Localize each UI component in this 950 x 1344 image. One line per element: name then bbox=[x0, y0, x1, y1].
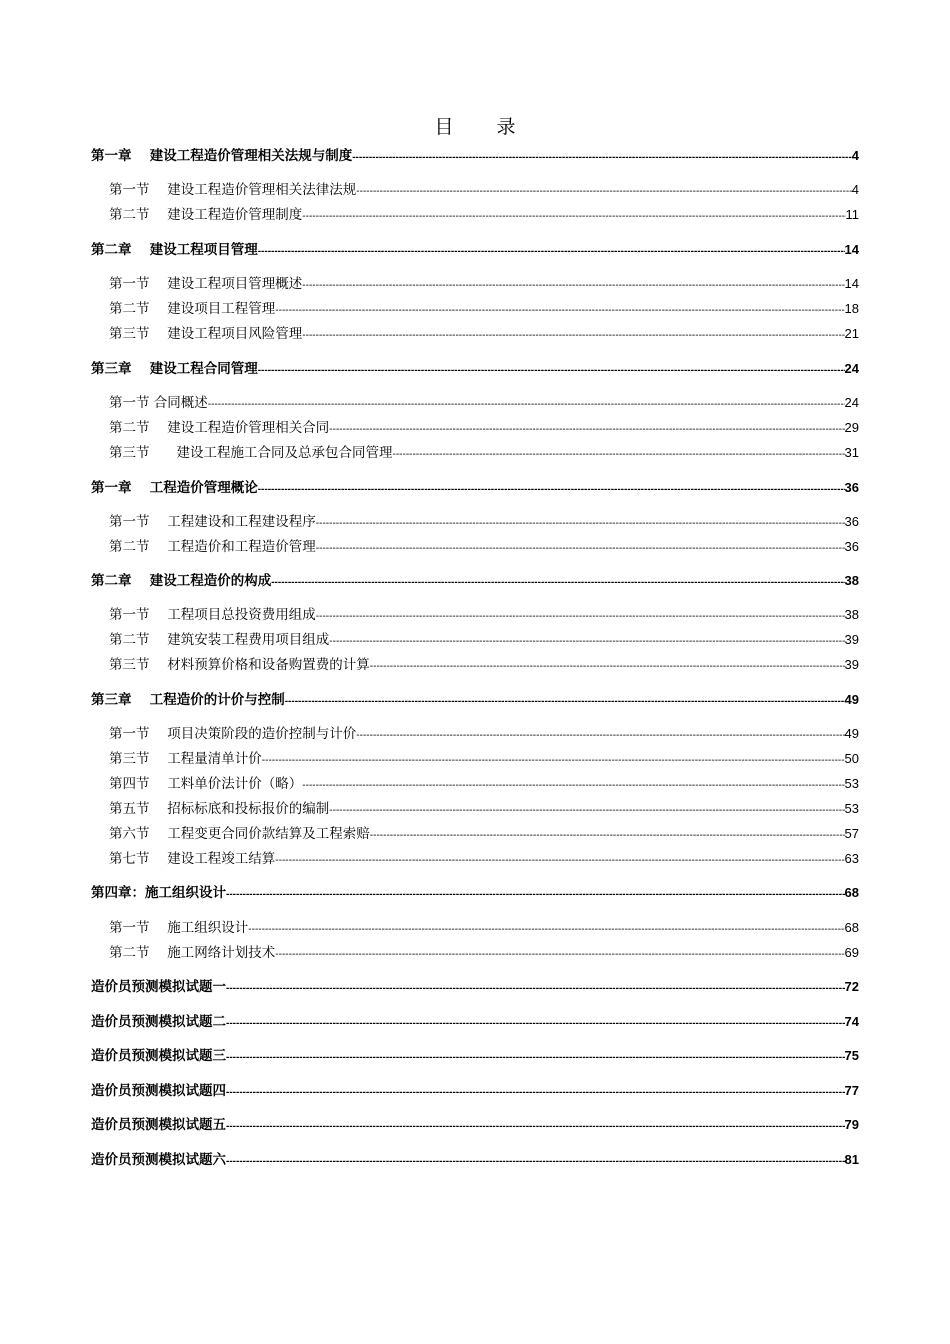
toc-section-entry[interactable] bbox=[109, 394, 859, 414]
toc-dot-leader bbox=[329, 421, 844, 439]
toc-entry-label: 第二节 施工网络计划技术 bbox=[109, 945, 276, 961]
toc-chapter-entry[interactable] bbox=[91, 1151, 859, 1171]
toc-dot-leader bbox=[302, 277, 844, 295]
toc-entry-label: 第一节 建设工程造价管理相关法律法规 bbox=[109, 182, 357, 198]
toc-page-number: 14 bbox=[844, 242, 859, 257]
toc-entry-label: 第一节 项目决策阶段的造价控制与计价 bbox=[109, 726, 357, 742]
toc-section-entry[interactable] bbox=[109, 825, 859, 845]
toc-dot-leader bbox=[316, 608, 845, 626]
toc-section-entry[interactable] bbox=[109, 300, 859, 320]
toc-dot-leader bbox=[370, 658, 845, 676]
toc-page-number: 49 bbox=[844, 692, 859, 707]
toc-chapter-entry[interactable] bbox=[91, 884, 859, 904]
toc-page-number: 68 bbox=[844, 920, 859, 935]
toc-page-number: 21 bbox=[844, 326, 859, 341]
toc-page-number: 36 bbox=[844, 539, 859, 554]
toc-chapter-entry[interactable] bbox=[91, 1082, 859, 1102]
toc-entry-label: 第三节 建设工程项目风险管理 bbox=[109, 326, 303, 342]
toc-entry-label: 第三章 工程造价的计价与控制 bbox=[91, 692, 285, 708]
toc-entry-label: 第四节 工料单价法计价（略） bbox=[109, 776, 303, 792]
toc-dot-leader bbox=[275, 852, 844, 870]
toc-page-number: 63 bbox=[844, 851, 859, 866]
toc-dot-leader bbox=[258, 243, 845, 261]
toc-entry-label: 造价员预测模拟试题四 bbox=[91, 1083, 226, 1099]
toc-page-number: 14 bbox=[844, 276, 859, 291]
toc-page-number: 77 bbox=[844, 1083, 859, 1098]
toc-entry-label: 第一节 施工组织设计 bbox=[109, 920, 249, 936]
toc-page-number: 50 bbox=[844, 751, 859, 766]
toc-page-number: 36 bbox=[844, 514, 859, 529]
toc-page-number: 24 bbox=[844, 395, 859, 410]
toc-chapter-entry[interactable] bbox=[91, 1013, 859, 1033]
toc-entry-label: 造价员预测模拟试题五 bbox=[91, 1117, 226, 1133]
toc-chapter-entry[interactable] bbox=[91, 241, 859, 261]
toc-page-number: 38 bbox=[844, 573, 859, 588]
toc-entry-label: 第四章：施工组织设计 bbox=[91, 885, 226, 901]
toc-section-entry[interactable] bbox=[109, 725, 859, 745]
toc-page-number: 39 bbox=[844, 632, 859, 647]
toc-section-entry[interactable] bbox=[109, 919, 859, 939]
toc-section-entry[interactable] bbox=[109, 750, 859, 770]
toc-dot-leader bbox=[262, 752, 845, 770]
toc-chapter-entry[interactable] bbox=[91, 1116, 859, 1136]
toc-page-number: 74 bbox=[844, 1014, 859, 1029]
toc-section-entry[interactable] bbox=[109, 206, 859, 226]
toc-section-entry[interactable] bbox=[109, 538, 859, 558]
toc-entry-label: 第二节 建设工程造价管理制度 bbox=[109, 207, 303, 223]
toc-entry-label: 第三节 材料预算价格和设备购置费的计算 bbox=[109, 657, 370, 673]
toc-section-entry[interactable] bbox=[109, 275, 859, 295]
toc-dot-leader bbox=[356, 727, 844, 745]
toc-entry-label: 第二节 建设工程造价管理相关合同 bbox=[109, 420, 330, 436]
toc-page-number: 38 bbox=[844, 607, 859, 622]
toc-page-number: 53 bbox=[844, 801, 859, 816]
toc-entry-label: 第二章 建设工程项目管理 bbox=[91, 242, 258, 258]
toc-section-entry[interactable] bbox=[109, 444, 859, 464]
toc-dot-leader bbox=[226, 886, 845, 904]
toc-dot-leader bbox=[356, 183, 851, 201]
toc-chapter-entry[interactable] bbox=[91, 360, 859, 380]
toc-page-number: 81 bbox=[844, 1152, 859, 1167]
toc-page-number: 18 bbox=[844, 301, 859, 316]
toc-chapter-entry[interactable] bbox=[91, 978, 859, 998]
toc-entry-label: 造价员预测模拟试题三 bbox=[91, 1048, 226, 1064]
toc-dot-leader bbox=[271, 574, 844, 592]
toc-dot-leader bbox=[329, 802, 844, 820]
toc-dot-leader bbox=[226, 1153, 845, 1171]
toc-section-entry[interactable] bbox=[109, 656, 859, 676]
toc-dot-leader bbox=[258, 362, 845, 380]
toc-entry-label: 造价员预测模拟试题一 bbox=[91, 979, 226, 995]
page-title: 目 录 bbox=[434, 116, 528, 138]
toc-page-number: 4 bbox=[851, 148, 859, 163]
toc-dot-leader bbox=[275, 302, 844, 320]
toc-entry-label: 第一节 工程项目总投资费用组成 bbox=[109, 607, 316, 623]
toc-section-entry[interactable] bbox=[109, 944, 859, 964]
toc-entry-label: 第三节 工程量清单计价 bbox=[109, 751, 262, 767]
toc-entry-label: 第一章 建设工程造价管理相关法规与制度 bbox=[91, 148, 353, 164]
toc-page-number: 57 bbox=[844, 826, 859, 841]
toc-entry-label: 第三节 建设工程施工合同及总承包合同管理 bbox=[109, 445, 393, 461]
toc-page-number: 31 bbox=[844, 445, 859, 460]
toc-entry-label: 第二节 工程造价和工程造价管理 bbox=[109, 539, 316, 555]
toc-section-entry[interactable] bbox=[109, 325, 859, 345]
toc-dot-leader bbox=[329, 633, 844, 651]
toc-section-entry[interactable] bbox=[109, 631, 859, 651]
toc-entry-label: 第七节 建设工程竣工结算 bbox=[109, 851, 276, 867]
toc-dot-leader bbox=[258, 481, 845, 499]
toc-entry-label: 第一节 建设工程项目管理概述 bbox=[109, 276, 303, 292]
toc-section-entry[interactable] bbox=[109, 513, 859, 533]
toc-chapter-entry[interactable] bbox=[91, 691, 859, 711]
toc-page-number: 29 bbox=[844, 420, 859, 435]
toc-chapter-entry[interactable] bbox=[91, 1047, 859, 1067]
toc-page-number: 72 bbox=[844, 979, 859, 994]
toc-entry-label: 第二节 建筑安装工程费用项目组成 bbox=[109, 632, 330, 648]
toc-page-number: 24 bbox=[844, 361, 859, 376]
toc-chapter-entry[interactable] bbox=[91, 147, 859, 167]
toc-dot-leader bbox=[226, 1015, 845, 1033]
toc-section-entry[interactable] bbox=[109, 775, 859, 795]
toc-entry-label: 第一节 合同概述 bbox=[109, 395, 208, 411]
toc-dot-leader bbox=[352, 149, 852, 167]
toc-dot-leader bbox=[370, 827, 845, 845]
toc-page-number: 53 bbox=[844, 776, 859, 791]
toc-section-entry[interactable] bbox=[109, 181, 859, 201]
toc-section-entry[interactable] bbox=[109, 606, 859, 626]
toc-entry-label: 造价员预测模拟试题二 bbox=[91, 1014, 226, 1030]
toc-dot-leader bbox=[226, 1084, 845, 1102]
toc-section-entry[interactable] bbox=[109, 800, 859, 820]
toc-page-number: 4 bbox=[851, 182, 859, 197]
toc-entry-label: 第三章 建设工程合同管理 bbox=[91, 361, 258, 377]
toc-dot-leader bbox=[302, 208, 845, 226]
toc-dot-leader bbox=[226, 980, 845, 998]
toc-entry-label: 第五节 招标标底和投标报价的编制 bbox=[109, 801, 330, 817]
toc-dot-leader bbox=[316, 515, 845, 533]
toc-section-entry[interactable] bbox=[109, 850, 859, 870]
toc-dot-leader bbox=[275, 946, 844, 964]
toc-chapter-entry[interactable] bbox=[91, 479, 859, 499]
toc-page-number: 11 bbox=[845, 207, 859, 222]
toc-page-number: 79 bbox=[844, 1117, 859, 1132]
toc-entry-label: 第二章 建设工程造价的构成 bbox=[91, 573, 272, 589]
toc-dot-leader bbox=[285, 693, 845, 711]
toc-page-number: 49 bbox=[844, 726, 859, 741]
toc-dot-leader bbox=[316, 540, 845, 558]
toc-dot-leader bbox=[302, 777, 844, 795]
toc-dot-leader bbox=[226, 1049, 845, 1067]
toc-page-number: 68 bbox=[844, 885, 859, 900]
toc-entry-label: 造价员预测模拟试题六 bbox=[91, 1152, 226, 1168]
toc-page-number: 75 bbox=[844, 1048, 859, 1063]
toc-dot-leader bbox=[302, 327, 844, 345]
toc-dot-leader bbox=[393, 446, 845, 464]
toc-dot-leader bbox=[208, 396, 845, 414]
toc-page-number: 36 bbox=[844, 480, 859, 495]
toc-page-number: 69 bbox=[844, 945, 859, 960]
toc-section-entry[interactable] bbox=[109, 419, 859, 439]
toc-entry-label: 第二节 建设项目工程管理 bbox=[109, 301, 276, 317]
toc-chapter-entry[interactable] bbox=[91, 572, 859, 592]
toc-dot-leader bbox=[248, 921, 844, 939]
toc-entry-label: 第六节 工程变更合同价款结算及工程索赔 bbox=[109, 826, 370, 842]
toc-entry-label: 第一节 工程建设和工程建设程序 bbox=[109, 514, 316, 530]
toc-dot-leader bbox=[226, 1118, 845, 1136]
toc-entry-label: 第一章 工程造价管理概论 bbox=[91, 480, 258, 496]
toc-page-number: 39 bbox=[844, 657, 859, 672]
